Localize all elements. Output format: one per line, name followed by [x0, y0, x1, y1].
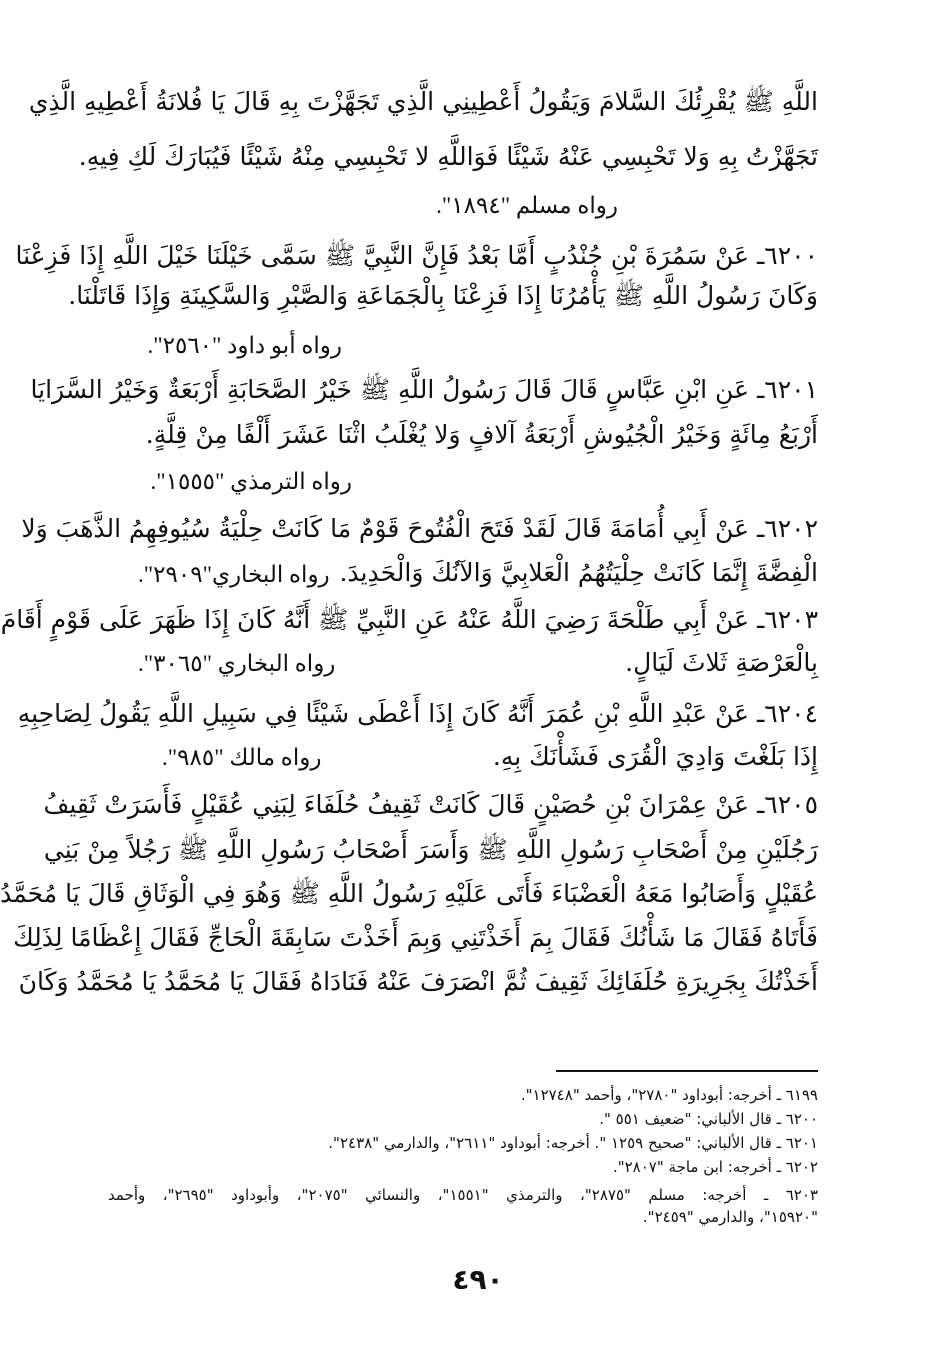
page-number: ٤٩٠: [452, 1263, 504, 1296]
source-6201: رواه الترمذي "١٥٥٥".: [150, 469, 352, 494]
footnote-6203-line-2: "١٥٩٢٠"، والدارمي "٢٤٥٩".: [642, 1208, 818, 1226]
footnote-6203-line-1: ٦٢٠٣ ـ أخرجه: مسلم "٢٨٧٥"، والترمذي "١٥٥١"، والنسائي "٢٠٧٥"، وأبوداود "٢٦٩٥"، وأحمد: [108, 1186, 818, 1204]
hadith-6204-line-1: ٦٢٠٤ـ عَنْ عَبْدِ اللَّهِ بْنِ عُمَرَ أَنَّهُ كَانَ إِذَا أَعْطَى شَيْئًا فِي سَبِيلِ اللَّهِ يَقُولُ لِصَاحِبِهِ: [17, 699, 818, 728]
text-line-1: اللَّهِ ﷺ يُقْرِئُكَ السَّلامَ وَيَقُولُ أَعْطِينِي الَّذِي تَجَهَّزْتَ بِهِ قَالَ يَا فُلانَةُ أَعْطِيهِ الَّذِي: [28, 87, 818, 116]
source-6203: رواه البخاري "٣٠٦٥".: [138, 651, 336, 676]
text-line-2: تَجَهَّزْتُ بِهِ وَلا تَحْبِسِي عَنْهُ شَيْئًا فَوَاللَّهِ لا تَحْبِسِي مِنْهُ شَيْئًا فَيُبَارَكَ لَكِ فِيهِ.: [78, 142, 818, 171]
hadith-6203-line-2: بِالْعَرْصَةِ ثَلاثَ لَيَالٍ.: [625, 648, 818, 677]
hadith-6201-line-2: أَرْبَعُ مِائَةٍ وَخَيْرُ الْجُيُوشِ أَرْبَعَةُ آلافٍ وَلا يُغْلَبُ اثْنَا عَشَرَ أَلْفًا مِنْ قِلَّةٍ.: [145, 420, 818, 449]
hadith-6205-line-1: ٦٢٠٥ـ عَنْ عِمْرَانَ بْنِ حُصَيْنٍ قَالَ كَانَتْ ثَقِيفُ حُلَفَاءَ لِبَنِي عُقَيْلٍ فَأَسَرَتْ ثَقِيفُ: [43, 790, 818, 819]
source-6202: رواه البخاري"٢٩٠٩".: [138, 562, 330, 587]
hadith-6205-line-4: فَأَتَاهُ فَقَالَ مَا شَأْنُكَ فَقَالَ بِمَ أَخَذْتَنِي وَبِمَ أَخَذْتَ سَابِقَةَ الْحَاجِّ فَقَالَ إِعْظَامًا لِذَلِكَ: [13, 923, 818, 952]
source-6199: رواه مسلم "١٨٩٤".: [436, 193, 618, 218]
hadith-6202-line-2: الْفِضَّةَ إِنَّمَا كَانَتْ حِلْيَتُهُمُ الْعَلابِيَّ وَالآنُكَ وَالْحَدِيدَ.: [339, 558, 818, 587]
footnote-separator: [556, 1070, 818, 1072]
source-6200: رواه أبو داود "٢٥٦٠".: [147, 333, 342, 358]
footnote-6202: ٦٢٠٢ ـ أخرجه: ابن ماجة "٢٨٠٧".: [612, 1158, 818, 1176]
hadith-6205-line-3: عُقَيْلٍ وَأَصَابُوا مَعَهُ الْعَضْبَاءَ فَأَتَى عَلَيْهِ رَسُولُ اللَّهِ ﷺ وَهُوَ فِي الْوَثَاقِ قَالَ يَا مُحَمَّدُ: [0, 879, 818, 908]
footnote-6200: ٦٢٠٠ ـ قال الألباني: "ضعيف ٥٥١ ".: [599, 1110, 818, 1128]
hadith-6204-line-2: إِذَا بَلَغْتَ وَادِيَ الْقُرَى فَشَأْنَكَ بِهِ.: [492, 742, 818, 771]
hadith-6205-line-5: أَخَذْتُكَ بِجَرِيرَةِ حُلَفَائِكَ ثَقِيفَ ثُمَّ انْصَرَفَ عَنْهُ فَنَادَاهُ فَقَالَ يَا مُحَمَّدُ يَا مُحَمَّدُ وَكَانَ: [18, 967, 818, 996]
footnote-6201: ٦٢٠١ ـ قال الألباني: "صحيح ١٢٥٩ ". أخرجه: أبوداود "٢٦١١"، والدارمي "٢٤٣٨".: [328, 1134, 818, 1152]
hadith-6201-line-1: ٦٢٠١ـ عَنِ ابْنِ عَبَّاسٍ قَالَ قَالَ رَسُولُ اللَّهِ ﷺ خَيْرُ الصَّحَابَةِ أَرْبَعَةٌ وَخَيْرُ السَّرَايَا: [30, 375, 818, 404]
hadith-6200-line-1: ٦٢٠٠ـ عَنْ سَمُرَةَ بْنِ جُنْدُبٍ أَمَّا بَعْدُ فَإِنَّ النَّبِيَّ ﷺ سَمَّى خَيْلَنَا خَيْلَ اللَّهِ إِذَا فَزِعْنَا: [15, 241, 818, 270]
source-6204: رواه مالك "٩٨٥".: [162, 745, 322, 770]
hadith-6205-line-2: رَجُلَيْنِ مِنْ أَصْحَابِ رَسُولِ اللَّهِ ﷺ وَأَسَرَ أَصْحَابُ رَسُولِ اللَّهِ ﷺ رَجُلاً مِنْ بَنِي: [43, 835, 818, 864]
footnote-6199: ٦١٩٩ ـ أخرجه: أبوداود "٢٧٨٠"، وأحمد "١٢٧٤٨".: [520, 1086, 818, 1104]
hadith-6200-line-2: وَكَانَ رَسُولُ اللَّهِ ﷺ يَأْمُرُنَا إِذَا فَزِعْنَا بِالْجَمَاعَةِ وَالصَّبْرِ وَالسَّكِينَةِ وَإِذَا قَاتَلْنَا.: [68, 281, 818, 310]
hadith-6202-line-1: ٦٢٠٢ـ عَنْ أَبِي أُمَامَةَ قَالَ لَقَدْ فَتَحَ الْفُتُوحَ قَوْمٌ مَا كَانَتْ حِلْيَةُ سُيُوفِهِمُ الذَّهَبَ وَلا: [21, 514, 818, 543]
hadith-6203-line-1: ٦٢٠٣ـ عَنْ أَبِي طَلْحَةَ رَضِيَ اللَّهُ عَنْهُ عَنِ النَّبِيِّ ﷺ أَنَّهُ كَانَ إِذَا ظَهَرَ عَلَى قَوْمٍ أَقَامَ: [0, 605, 818, 634]
